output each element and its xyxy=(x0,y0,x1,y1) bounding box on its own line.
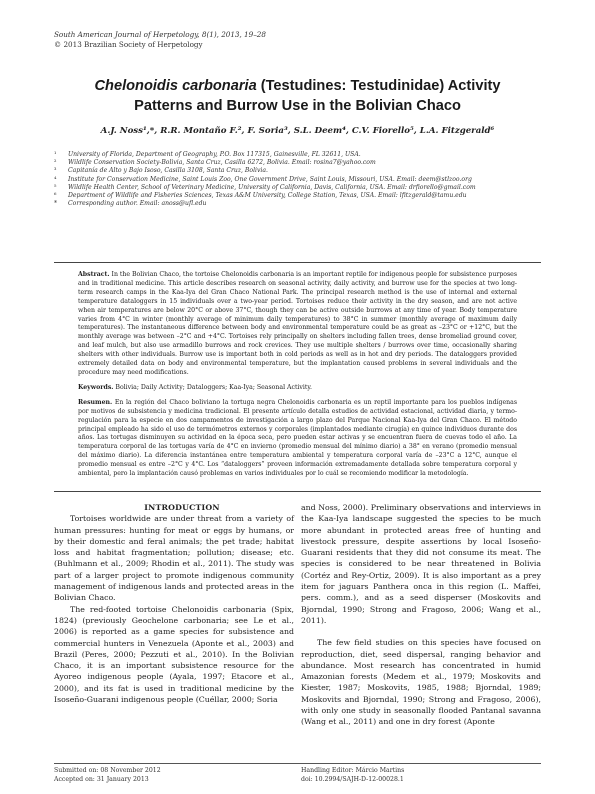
handling-editor: Handling Editor: Márcio Martins xyxy=(301,767,405,774)
title-species: Chelonoidis carbonaria xyxy=(94,78,257,94)
submitted-date: Submitted on: 08 November 2012 xyxy=(54,767,161,774)
paper-title xyxy=(54,76,541,116)
body-paragraph: The red-footed tortoise Chelonoidis carbonaria (Spix, 1824) (previously Geochelone carbonaria; see Le et al., 2006) is reported as a game species for subsistence and commercial hunters in Venezuela (Aponte et al., 2003) and Brazil (Peres, 2000; Pezzuti et al., 2010). In the Bolivian Chaco, it is an important subsistence resource for the Ayoreo indigenous people (Ayala, 1997; Etacore et al., 2000), and its fat is used in traditional medicine by the Isoseño-Guarani indigenous people (Cuéllar, 2000; Soria xyxy=(54,604,294,705)
resumen-paragraph xyxy=(78,399,517,479)
abstract-label: Abstract. xyxy=(78,271,110,278)
accepted-date: Accepted on: 31 January 2013 xyxy=(54,775,149,783)
affiliation-item: ² Wildlife Conservation Society-Bolivia, Santa Cruz, Casilla 6272, Bolivia. Email: rosina7@yahoo.com xyxy=(54,159,376,167)
affiliation-item: ⁵ Wildlife Health Center, School of Veterinary Medicine, University of California, Davis, California, USA. Email: drfiorello@gmail.com xyxy=(54,183,476,191)
title-line1: (Testudines: Testudinidae) Activity xyxy=(256,78,501,94)
abstract-box xyxy=(54,262,541,492)
affiliation-item: ⁶ Department of Wildlife and Fisheries Sciences, Texas A&M University, College Station, Texas, USA. Email: lfitzgerald@tamu.edu xyxy=(54,192,467,200)
section-heading-introduction: INTRODUCTION xyxy=(144,503,220,512)
title-line2: Patterns and Burrow Use in the Bolivian Chaco xyxy=(134,98,461,114)
body-column-left xyxy=(54,502,294,705)
submission-dates xyxy=(54,767,161,785)
journal-citation: South American Journal of Herpetology, 8(1), 2013, 19–28 xyxy=(54,30,266,39)
author-list: A.J. Noss¹,*, R.R. Montaño F.², F. Soria³, S.L. Deem⁴, C.V. Fiorello⁵, L.A. Fitzgerald⁶ xyxy=(100,126,495,136)
resumen-label: Resumen. xyxy=(78,398,113,406)
abstract-paragraph xyxy=(78,271,517,378)
affiliation-item: ⁴ Institute for Conservation Medicine, Saint Louis Zoo, One Government Drive, Saint Louis, Missouri, USA. Email: deem@stlzoo.org xyxy=(54,175,472,183)
body-paragraph: Tortoises worldwide are under threat from a variety of human pressures: hunting for meat or eggs by humans, or by their domestic and feral animals; the pet trade; habitat loss and habitat fragmentation; pollution; disease; etc. (Buhlmann et al., 2009; Rhodin et al., 2011). The study was part of a larger project to promote indigenous community management of indigenous lands and protected areas in the Bolivian Chaco. xyxy=(54,514,294,603)
editor-doi xyxy=(301,767,404,785)
keywords-paragraph xyxy=(78,384,517,393)
affiliation-list xyxy=(54,151,541,208)
body-column-right xyxy=(301,502,541,728)
keywords-label: Keywords. xyxy=(78,383,114,391)
copyright-line: © 2013 Brazilian Society of Herpetology xyxy=(54,40,203,49)
footer-divider xyxy=(54,763,541,764)
body-paragraph: and Noss, 2000). Preliminary observations and interviews in the Kaa-Iya landscape suggested the species to be much more abundant in protected areas free of hunting and livestock pressure, despite assertions by local Isoseño-Guarani residents that they did not consume its meat. The species is considered to be near threatened in Bolivia (Cortéz and Rey-Ortiz, 2009). It is also important as a prey item for jaguars Panthera onca in this region (L. Maffei, pers. comm.), and as a seed disperser (Moskovits and Bjorndal, 1990; Strong and Fragoso, 2006; Wang et al., 2011). xyxy=(301,503,541,625)
resumen-text: En la región del Chaco boliviano la tortuga negra Chelonoidis carbonaria es un reptil importante para los pueblos indígenas por motivos de subsistencia y medicina tradicional. El presente artículo detalla estudios de actividad estacional, actividad diaria, y termo-regulación para la especie en dos campamentos de investigación a largo plazo del Parque Nacional Kaa-Iya del Gran Chaco. El método principal empleado ha sido el uso de termómetros externos y corporales (implantados mediante cirugía) en quince individuos durante dos años. Las tortugas disminuyen su actividad en la época seca, pero pueden estar activas y se encuentran fuera de cuevas todo el año. La temperatura corporal de las tortugas varía de 4°C en invierno (promedio mensual del mínimo diario) a 38° en verano (promedio mensual del máximo diario). La diferencia instantánea entre temperatura ambiental y temperatura corporal varía de –23°C a 12°C, aunque el promedio mensual es entre –2°C y 4°C. Los “dataloggers” proveen información extremadamente detallada sobre temperatura corporal y ambiental, pero la implantación causó problemas en varios individuales por lo cuál se recomiendo modificar la metodología. xyxy=(78,398,517,478)
keywords-text: Bolivia; Daily Activity; Dataloggers; Kaa-Iya; Seasonal Activity. xyxy=(113,383,313,391)
body-paragraph: The few field studies on this species have focused on reproduction, diet, seed dispersal, ranging behavior and abundance. Most research has concentrated in humid Amazonian forests (Medem et al., 1979; Moskovits and Kiester, 1987; Moskovits, 1985, 1988; Bjorndal, 1989; Moskovits and Bjorndal, 1990; Strong and Fragoso, 2006), with only one study in seasonally flooded Pantanal savanna (Wang et al., 2011) and one in dry forest (Aponte xyxy=(301,638,541,727)
affiliation-item: ¹ University of Florida, Department of Geography, P.O. Box 117315, Gainesville, FL 32611, USA. xyxy=(54,151,361,158)
affiliation-item: ³ Capitanía de Alto y Bajo Isoso, Casilla 3108, Santa Cruz, Bolivia. xyxy=(54,167,268,175)
journal-header xyxy=(54,30,266,50)
abstract-text: In the Bolivian Chaco, the tortoise Chelonoidis carbonaria is an important reptile for indigenous people for subsistence purposes and in traditional medicine. This article describes research on seasonal activity, daily activity, and burrow use for the species at two long-term research camps in the Kaa-Iya del Gran Chaco National Park. The principal research method is the use of internal and external temperature dataloggers in 15 individuals over a two-year period. Tortoises reduce their activity in the dry season, and are not active when air temperatures are below 20°C or above 37°C, though they can be active outside burrows at any time of year. Body temperature varies from 4°C in winter (monthly average of minimum daily temperatures) to 38°C in summer (monthly average of maximum daily temperatures). The instantaneous difference between body and environmental temperature could be as great as –23°C or +12°C, but the monthly average was between –2°C and +4°C. Tortoises rely principally on shelters including fallen trees, dense bromeliad ground cover, and leaf mulch, but also use armadillo burrows and rock crevices. They use multiple shelters / burrows over time, occasionally sharing shelters with other individuals. Burrow use is important both in cold periods as well as in hot and dry periods. The dataloggers provided extremely detailed data on body and environmental temperature, but the implantation caused problems in several individuals and the procedure may need modifications. xyxy=(78,271,518,376)
doi-link: doi: 10.2994/SAJH-D-12-00028.1 xyxy=(301,775,404,783)
affiliation-item: * Corresponding author. Email: anoss@ufl.edu xyxy=(54,200,207,208)
